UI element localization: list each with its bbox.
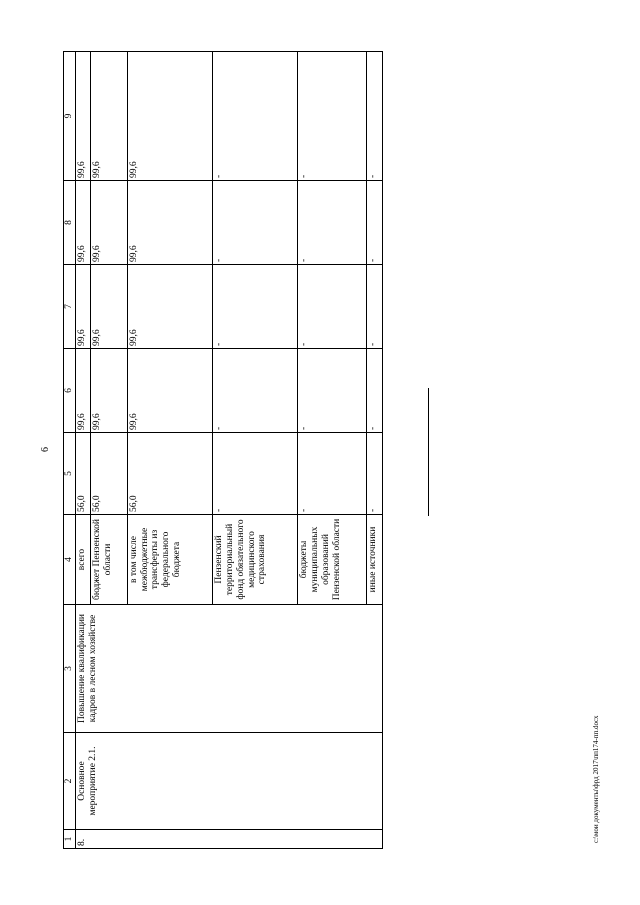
value-cell: - [297, 433, 366, 515]
value-cell: 99,6 [90, 52, 127, 181]
column-number-9: 9 [64, 52, 76, 181]
event-description: Повышение квалификации кадров в лесном хозяйстве [75, 605, 382, 733]
value-cell: 99,6 [90, 265, 127, 349]
source-label: бюджет Пензенской области [90, 515, 127, 605]
separator-line [428, 388, 429, 516]
value-cell: 99,6 [90, 181, 127, 265]
table-row-total [75, 52, 90, 849]
source-label: всего [75, 515, 90, 605]
value-cell: - [367, 52, 383, 181]
value-cell: - [297, 181, 366, 265]
value-cell: - [367, 433, 383, 515]
value-cell: - [297, 265, 366, 349]
value-cell: 56,0 [75, 433, 90, 515]
column-number-3: 3 [64, 605, 76, 733]
value-cell: 56,0 [127, 433, 212, 515]
column-number-4: 4 [64, 515, 76, 605]
value-cell: - [367, 349, 383, 433]
value-cell: 99,6 [127, 349, 212, 433]
row-number: 8. [75, 830, 382, 849]
column-number-5: 5 [64, 433, 76, 515]
value-cell: 99,6 [75, 265, 90, 349]
value-cell: - [367, 181, 383, 265]
column-number-8: 8 [64, 181, 76, 265]
value-cell: 99,6 [75, 349, 90, 433]
table-header-row [64, 52, 76, 849]
value-cell: 99,6 [127, 181, 212, 265]
value-cell: - [367, 265, 383, 349]
value-cell: 56,0 [90, 433, 127, 515]
page-number: 6 [40, 447, 51, 452]
column-number-1: 1 [64, 830, 76, 849]
value-cell: 99,6 [75, 52, 90, 181]
value-cell: - [212, 349, 297, 433]
event-name: Основное мероприятие 2.1. [75, 733, 382, 830]
value-cell: - [297, 52, 366, 181]
source-label: Пензенский территориальный фонд обязательного медицинского страхования [212, 515, 297, 605]
column-number-7: 7 [64, 265, 76, 349]
value-cell: - [212, 265, 297, 349]
value-cell: - [212, 52, 297, 181]
footer-file-path: с:\мои документы\фрд 2017\пп174-пп.docx [592, 715, 600, 843]
source-label: иные источники [367, 515, 383, 605]
value-cell: - [297, 349, 366, 433]
source-label: бюджеты муниципальных образований Пензенской области [297, 515, 366, 605]
column-number-6: 6 [64, 349, 76, 433]
column-number-2: 2 [64, 733, 76, 830]
value-cell: - [212, 433, 297, 515]
value-cell: 99,6 [75, 181, 90, 265]
budget-table [63, 51, 383, 849]
value-cell: - [212, 181, 297, 265]
value-cell: 99,6 [90, 349, 127, 433]
value-cell: 99,6 [127, 52, 212, 181]
source-label: в том числе межбюджетные трансферты из федерального бюджета [127, 515, 212, 605]
budget-table-container [63, 52, 383, 849]
value-cell: 99,6 [127, 265, 212, 349]
